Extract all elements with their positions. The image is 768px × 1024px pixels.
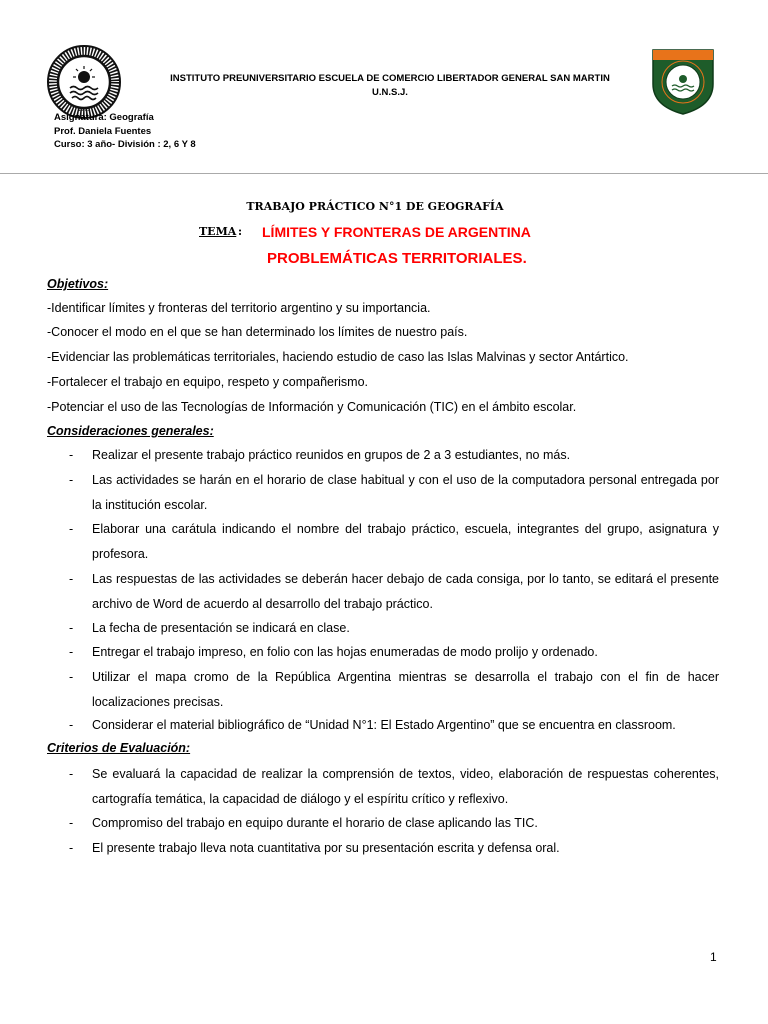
escuela-comercio-crest	[651, 44, 715, 116]
consideracion-text: Elaborar una carátula indicando el nombre del trabajo práctico, escuela, integrantes del grupo, asignatura y profesora.	[92, 522, 719, 561]
consideraciones-heading: Consideraciones generales:	[47, 424, 214, 438]
consideracion-item	[47, 443, 719, 468]
consideracion-text: La fecha de presentación se indicará en clase.	[92, 621, 350, 635]
consideracion-text: Considerar el material bibliográfico de “Unidad N°1: El Estado Argentino” que se encuentra en classroom.	[92, 718, 676, 732]
consideracion-text: Entregar el trabajo impreso, en folio con las hojas enumeradas de modo prolijo y ordenado.	[92, 645, 598, 659]
subject-line: Asignatura: Geografía	[54, 112, 154, 123]
institute-abbreviation: U.N.S.J.	[372, 87, 408, 98]
consideracion-text: Utilizar el mapa cromo de la República Argentina mientras se desarrolla el trabajo con el fin de hacer localizaciones precisas.	[92, 670, 719, 709]
university-seal-icon	[46, 44, 122, 120]
school-crest-icon	[651, 44, 715, 116]
objetivo-item: -Identificar límites y fronteras del territorio argentino y su importancia.	[47, 301, 431, 315]
criterio-item	[47, 811, 719, 836]
consideracion-item	[47, 665, 719, 714]
bullet-dash: -	[69, 718, 74, 732]
bullet-dash: -	[69, 645, 74, 659]
document-title: TRABAJO PRÁCTICO N°1 DE GEOGRAFÍA	[246, 200, 504, 213]
criterio-text: Se evaluará la capacidad de realizar la comprensión de textos, video, elaboración de respuestas coherentes, cartografía temática, la capacidad de diálogo y el espíritu crítico y reflexivo.	[92, 767, 719, 806]
bullet-dash: -	[69, 621, 74, 635]
svg-text:1973: 1973	[77, 107, 91, 113]
tema-label: TEMA	[199, 225, 237, 238]
bullet-dash: -	[69, 473, 74, 487]
bullet-dash: -	[69, 767, 74, 781]
page-number: 1	[710, 950, 717, 964]
consideracion-item	[47, 640, 719, 665]
objetivo-item: -Evidenciar las problemáticas territoriales, haciendo estudio de caso las Islas Malvinas y sector Antártico.	[47, 350, 629, 364]
consideracion-item	[47, 517, 719, 566]
professor-line: Prof. Daniela Fuentes	[54, 126, 152, 137]
criterios-heading: Criterios de Evaluación:	[47, 741, 191, 755]
bullet-dash: -	[69, 670, 74, 684]
criterio-text: Compromiso del trabajo en equipo durante el horario de clase aplicando las TIC.	[92, 816, 538, 830]
consideracion-text: Realizar el presente trabajo práctico reunidos en grupos de 2 a 3 estudiantes, no más.	[92, 448, 571, 462]
institute-name: INSTITUTO PREUNIVERSITARIO ESCUELA DE COMERCIO LIBERTADOR GENERAL SAN MARTIN	[170, 73, 610, 84]
consideracion-item	[47, 567, 719, 616]
consideracion-text: Las respuestas de las actividades se deberán hacer debajo de cada consiga, por lo tanto, se editará el presente archivo de Word de acuerdo al desarrollo del trabajo práctico.	[92, 572, 719, 611]
objetivos-heading: Objetivos:	[47, 277, 109, 291]
bullet-dash: -	[69, 572, 74, 586]
consideracion-item	[47, 713, 719, 738]
bullet-dash: -	[69, 522, 74, 536]
objetivo-item: -Fortalecer el trabajo en equipo, respeto y compañerismo.	[47, 375, 368, 389]
tema-title-line-2: PROBLEMÁTICAS TERRITORIALES.	[267, 250, 527, 267]
header-divider	[0, 173, 768, 174]
tema-colon: :	[238, 225, 243, 238]
bullet-dash: -	[69, 841, 74, 855]
criterio-item	[47, 836, 719, 861]
consideracion-item	[47, 468, 719, 517]
criterio-text: El presente trabajo lleva nota cuantitativa por su presentación escrita y defensa oral.	[92, 841, 560, 855]
consideracion-item	[47, 616, 719, 641]
criterio-item	[47, 762, 719, 811]
bullet-dash: -	[69, 448, 74, 462]
objetivo-item: -Potenciar el uso de las Tecnologías de Información y Comunicación (TIC) en el ámbito escolar.	[47, 400, 577, 414]
course-line: Curso: 3 año- División : 2, 6 Y 8	[54, 139, 196, 150]
universidad-nacional-san-juan-seal	[46, 44, 122, 120]
tema-title-line-1: LÍMITES Y FRONTERAS DE ARGENTINA	[262, 224, 531, 240]
consideracion-text: Las actividades se harán en el horario de clase habitual y con el uso de la computadora personal entregada por la institución escolar.	[92, 473, 719, 512]
bullet-dash: -	[69, 816, 74, 830]
objetivo-item: -Conocer el modo en el que se han determinado los límites de nuestro país.	[47, 325, 468, 339]
